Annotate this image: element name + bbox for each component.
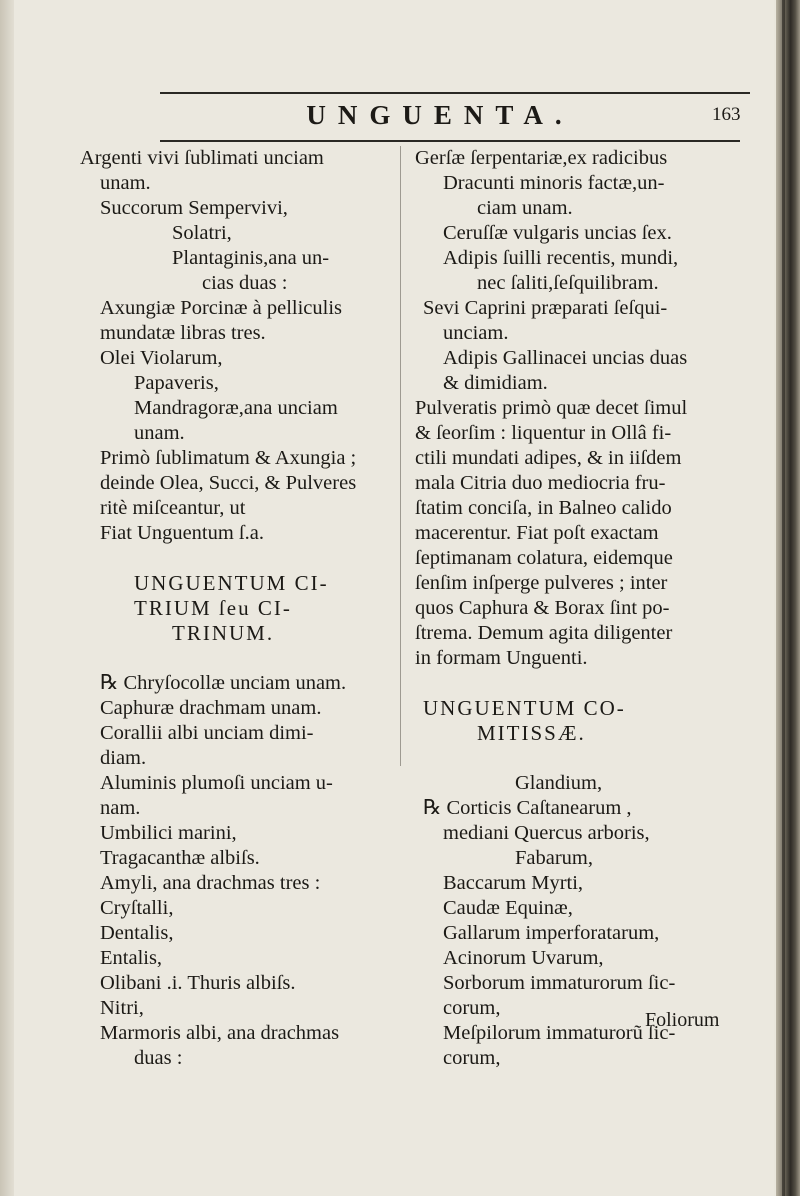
text-line: nec ſaliti,ſeſquilibram. <box>477 272 659 294</box>
text-line: & dimidiam. <box>443 372 548 394</box>
text-line: Olibani .i. Thuris albiſs. <box>100 972 296 994</box>
text-line: ℞ Corticis Caſtanearum , <box>423 797 632 819</box>
text-line: Olei Violarum, <box>100 347 223 369</box>
section-title: UNGUENTUM CO- <box>423 696 626 720</box>
text-line: Primò ſublimatum & Axungia ; <box>100 447 357 469</box>
text-line: Dentalis, <box>100 922 174 944</box>
section-title: UNGUENTUM CI- <box>134 571 329 595</box>
section-title: TRINUM. <box>172 621 275 645</box>
text-line: Meſpilorum immaturorũ ſic- <box>443 1022 676 1044</box>
text-line: Glandium, <box>515 772 603 794</box>
section-title: MITISSÆ. <box>477 721 586 745</box>
blank-line <box>415 671 740 696</box>
text-line: Caudæ Equinæ, <box>443 897 573 919</box>
text-line: unciam. <box>443 322 509 344</box>
text-line: Aluminis plumoſi unciam u- <box>100 772 333 794</box>
left-column <box>72 146 392 1071</box>
section-title: TRIUM ſeu CI- <box>134 596 292 620</box>
text-line: mundatæ libras tres. <box>100 322 266 344</box>
book-spine <box>776 0 800 1196</box>
text-line: Gerſæ ſerpentariæ,ex radicibus <box>415 147 668 169</box>
column-divider <box>400 146 401 766</box>
text-line: Sevi Caprini præparati ſeſqui- <box>423 297 668 319</box>
text-line: unam. <box>134 422 185 444</box>
text-line: Caphuræ drachmam unam. <box>100 697 322 719</box>
text-line: Fiat Unguentum ſ.a. <box>100 522 264 544</box>
text-line: unam. <box>100 172 151 194</box>
text-line: mediani Quercus arboris, <box>443 822 650 844</box>
text-line: Mandragoræ,ana unciam <box>134 397 338 419</box>
text-line: ℞ Chryſocollæ unciam unam. <box>100 672 347 694</box>
text-line: diam. <box>100 747 147 769</box>
text-line: Pulveratis primò quæ decet ſimul <box>415 397 688 419</box>
text-line: ſenſim inſperge pulveres ; inter <box>415 572 668 594</box>
text-line: Amyli, ana drachmas tres : <box>100 872 321 894</box>
catchword: Foliorum <box>645 1009 720 1031</box>
text-line: ciam unam. <box>477 197 573 219</box>
text-line: Plantaginis,ana un- <box>172 247 330 269</box>
text-line: ſeptimanam colatura, eidemque <box>415 547 673 569</box>
text-line: Fabarum, <box>515 847 593 869</box>
text-line: Cryſtalli, <box>100 897 174 919</box>
top-rule <box>160 92 750 94</box>
text-line: Axungiæ Porcinæ à pelliculis <box>100 297 342 319</box>
text-line: Sorborum immaturorum ſic- <box>443 972 676 994</box>
text-line: Papaveris, <box>134 372 219 394</box>
text-line: nam. <box>100 797 141 819</box>
text-line: Tragacanthæ albiſs. <box>100 847 260 869</box>
text-line: Solatri, <box>172 222 232 244</box>
text-line: Adipis Gallinacei uncias duas <box>443 347 688 369</box>
text-line: duas : <box>134 1047 183 1069</box>
text-line: Corallii albi unciam dimi- <box>100 722 314 744</box>
text-line: mala Citria duo mediocria fru- <box>415 472 666 494</box>
text-line: quos Caphura & Borax ſint po- <box>415 597 670 619</box>
text-line: Argenti vivi ſublimati unciam <box>80 147 324 169</box>
text-line: Baccarum Myrti, <box>443 872 584 894</box>
blank-line <box>72 646 392 671</box>
text-line: Nitri, <box>100 997 144 1019</box>
text-line: ſtrema. Demum agita diligenter <box>415 622 673 644</box>
text-line: corum, <box>443 997 501 1019</box>
text-line: Ceruſſæ vulgaris uncias ſex. <box>443 222 672 244</box>
blank-line <box>72 546 392 571</box>
text-line: deinde Olea, Succi, & Pulveres <box>100 472 357 494</box>
text-line: Acinorum Uvarum, <box>443 947 604 969</box>
text-line: Umbilici marini, <box>100 822 237 844</box>
text-line: corum, <box>443 1047 501 1069</box>
text-line: macerentur. Fiat poſt exactam <box>415 522 659 544</box>
page-number: 163 <box>712 104 741 125</box>
text-line: in formam Unguenti. <box>415 647 588 669</box>
text-line: Marmoris albi, ana drachmas <box>100 1022 340 1044</box>
text-line: Entalis, <box>100 947 163 969</box>
running-header: UNGUENTA. <box>306 100 574 130</box>
text-line: ctili mundati adipes, & in iiſdem <box>415 447 682 469</box>
text-line: ritè miſceantur, ut <box>100 497 246 519</box>
text-line: Gallarum imperforatarum, <box>443 922 660 944</box>
page-left-edge <box>0 0 14 1196</box>
header-rule <box>160 140 740 142</box>
text-line: Succorum Sempervivi, <box>100 197 288 219</box>
right-column <box>415 146 740 1071</box>
text-line: & ſeorſim : liquentur in Ollâ fi- <box>415 422 672 444</box>
blank-line <box>415 746 740 771</box>
text-line: Adipis ſuilli recentis, mundi, <box>443 247 679 269</box>
text-line: cias duas : <box>202 272 288 294</box>
text-line: Dracunti minoris factæ,un- <box>443 172 665 194</box>
text-line: ſtatim conciſa, in Balneo calido <box>415 497 672 519</box>
